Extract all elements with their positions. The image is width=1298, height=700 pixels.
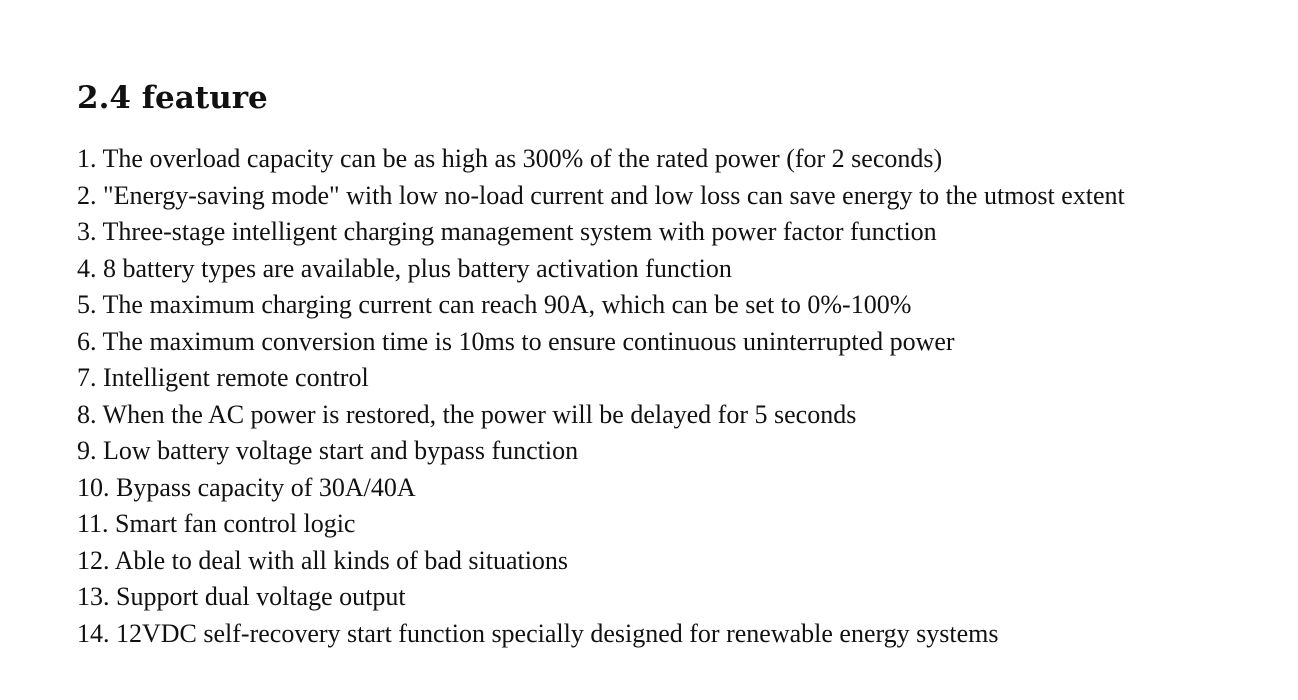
feature-item-9: 9. Low battery voltage start and bypass function [77,436,579,465]
feature-item-13: 13. Support dual voltage output [77,582,406,611]
section-heading: 2.4 feature [77,80,268,116]
feature-list [77,141,1125,652]
feature-item-1: 1. The overload capacity can be as high as 300% of the rated power (for 2 seconds) [77,144,943,173]
feature-item-7: 7. Intelligent remote control [77,363,369,392]
feature-item-6: 6. The maximum conversion time is 10ms to ensure continuous uninterrupted power [77,326,955,356]
feature-item-4: 4. 8 battery types are available, plus battery activation function [77,253,732,283]
feature-item-5: 5. The maximum charging current can reach 90A, which can be set to 0%-100% [77,290,912,319]
feature-item-10: 10. Bypass capacity of 30A/40A [77,472,416,502]
feature-item-14: 14. 12VDC self-recovery start function specially designed for renewable energy systems [77,618,999,648]
feature-item-2: 2. "Energy-saving mode" with low no-load current and low loss can save energy to the utmost extent [77,180,1125,210]
feature-item-11: 11. Smart fan control logic [77,509,356,538]
feature-item-3: 3. Three-stage intelligent charging management system with power factor function [77,217,937,246]
feature-item-8: 8. When the AC power is restored, the power will be delayed for 5 seconds [77,399,857,429]
feature-item-12: 12. Able to deal with all kinds of bad situations [77,545,569,575]
